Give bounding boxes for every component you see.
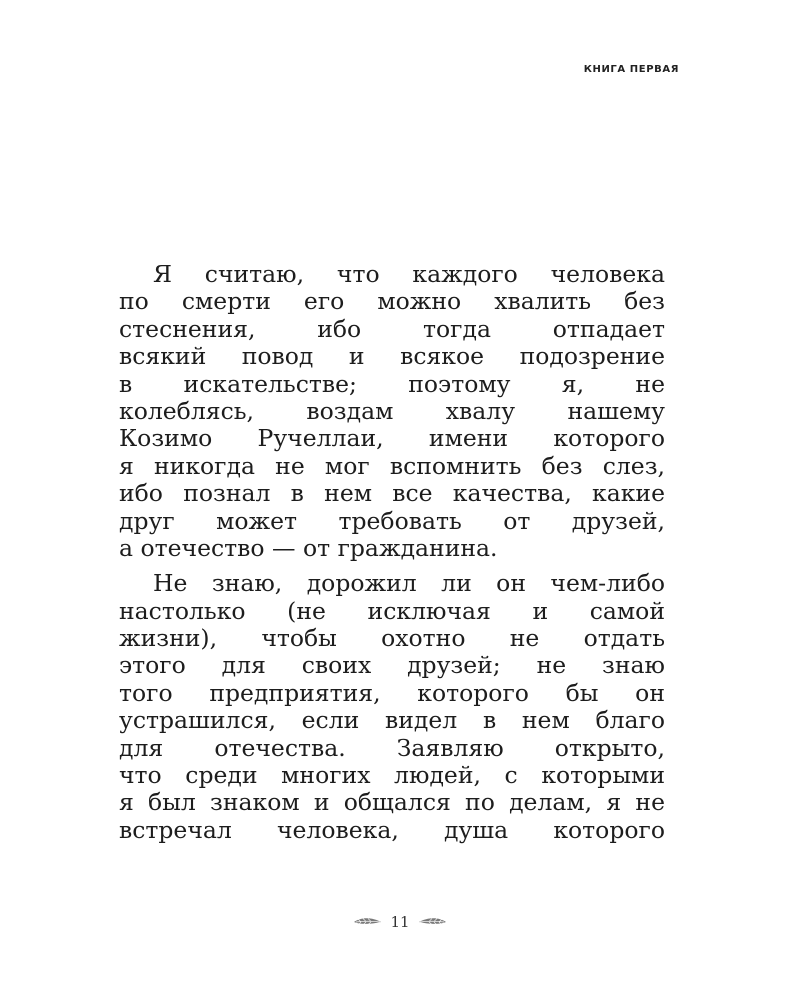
text-line: в искательстве; поэтому я, не (119, 369, 665, 398)
text-line: всякий повод и всякое подозрение (119, 342, 665, 371)
text-line: встречал человека, душа которого (119, 815, 665, 844)
text-line: настолько (не исключая и самой (119, 596, 665, 625)
paragraph-1 (119, 261, 665, 562)
text-line: ибо познал в нем все качества, какие (119, 479, 665, 508)
page-number: 11 (390, 913, 410, 931)
leaf-ornament-icon (352, 916, 382, 928)
body-text (119, 261, 665, 844)
leaf-ornament-icon (418, 916, 448, 928)
text-line: Не знаю, дорожил ли он чем-либо (153, 569, 665, 598)
text-line: что среди многих людей, с которыми (119, 761, 665, 790)
text-line: колеблясь, воздам хвалу нашему (119, 396, 665, 425)
text-line: по смерти его можно хвалить без (119, 287, 665, 316)
paragraph-2 (119, 570, 665, 844)
text-line: Я считаю, что каждого человека (153, 260, 665, 288)
text-line: для отечества. Заявляю открыто, (119, 733, 665, 762)
text-line: друг может требовать от друзей, (119, 506, 665, 535)
text-line: этого для своих друзей; не знаю (119, 651, 665, 680)
running-head: КНИГА ПЕРВАЯ (583, 64, 679, 75)
text-line: я никогда не мог вспомнить без слез, (119, 451, 665, 480)
page-footer (0, 913, 800, 931)
text-line: жизни), чтобы охотно не отдать (119, 624, 665, 653)
text-line: устрашился, если видел в нем благо (119, 706, 665, 735)
text-line: стеснения, ибо тогда отпадает (119, 314, 665, 343)
text-line: того предприятия, которого бы он (119, 678, 665, 707)
text-line: Козимо Ручеллаи, имени которого (119, 424, 665, 453)
text-line: я был знаком и общался по делам, я не (119, 788, 665, 817)
text-line: а отечество — от гражданина. (119, 533, 498, 562)
